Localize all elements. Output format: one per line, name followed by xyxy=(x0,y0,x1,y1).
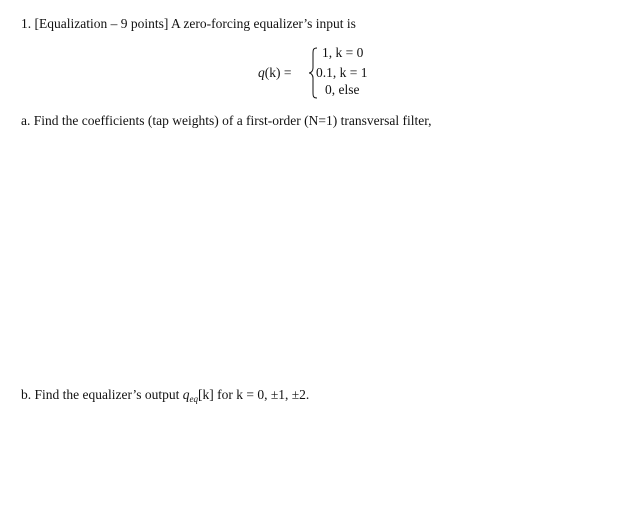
problem-header xyxy=(21,16,356,32)
output-subscript: eq xyxy=(189,394,198,404)
problem-intro: A zero-forcing equalizer’s input is xyxy=(171,16,356,31)
equation-case-1: 1, k = 0 xyxy=(322,45,364,60)
equation-case-2: 0.1, k = 1 xyxy=(316,65,368,80)
equation-lhs xyxy=(258,65,292,81)
output-argument: [k] xyxy=(197,387,214,402)
equation-argument: (k) xyxy=(264,65,281,80)
problem-number: 1. xyxy=(21,16,32,31)
piecewise-equation xyxy=(258,44,398,102)
part-b-question xyxy=(21,387,309,403)
part-b-prefix: b. Find the equalizer’s output xyxy=(21,387,180,402)
problem-title: [Equalization – 9 points] xyxy=(34,16,169,31)
part-a-question: a. Find the coefficients (tap weights) of a first-order (N=1) transversal filter, xyxy=(21,113,432,128)
output-symbol: q xyxy=(182,387,190,402)
equation-function: q xyxy=(258,65,265,80)
equation-case-3: 0, else xyxy=(325,82,360,97)
part-b-condition: k = 0, ±1, ±2. xyxy=(236,387,310,402)
equals-sign: = xyxy=(283,65,292,80)
part-b-for: for xyxy=(217,387,233,402)
